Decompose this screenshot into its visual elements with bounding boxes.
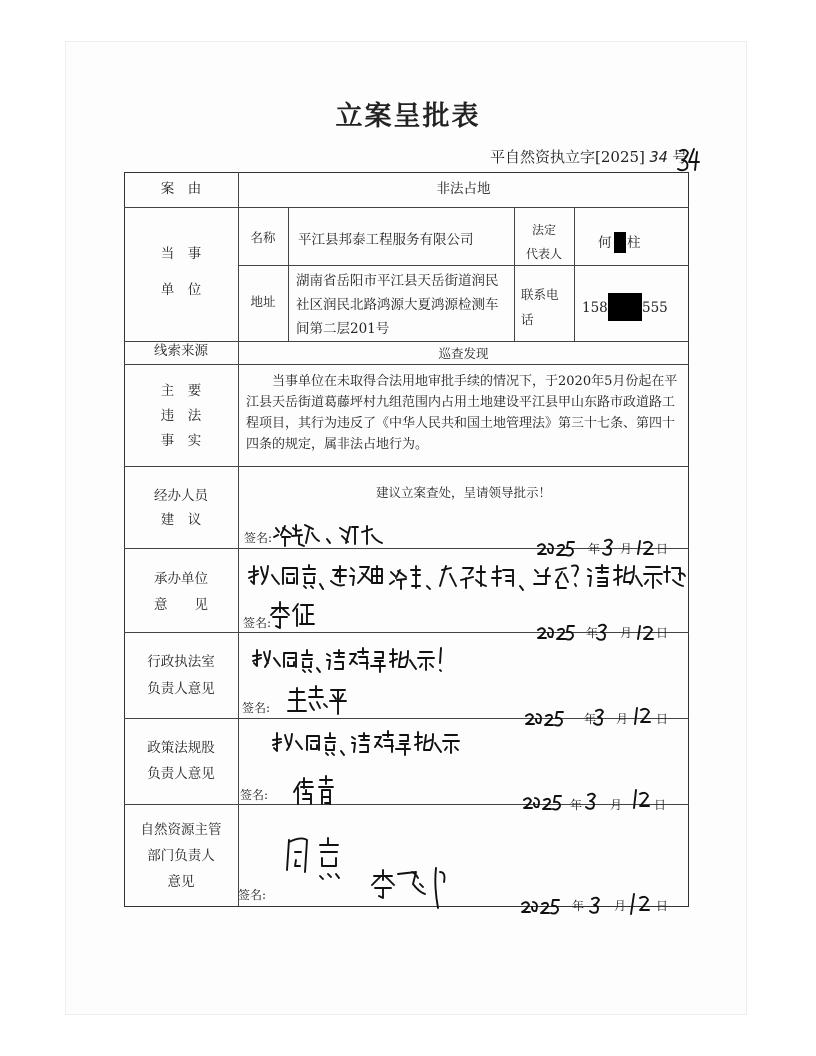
form-title: 立案呈批表 <box>335 101 481 132</box>
legal-rep-label-line1: 法定 <box>531 223 556 237</box>
date-unit-year: 年 <box>584 712 597 726</box>
date-unit-month: 月 <box>610 798 623 812</box>
address-line: 湖南省岳阳市平江县天岳街道润民 <box>296 273 499 289</box>
date-unit-day: 日 <box>654 798 667 812</box>
address-line: 社区润民北路鸿源大夏鸿源检测车 <box>296 297 499 313</box>
legal-rep-name-start: 何 <box>598 235 612 251</box>
handler-label-line2: 建 议 <box>160 512 202 528</box>
document-number-suffix: 号 <box>672 148 688 166</box>
signature-label: 签名: <box>243 616 272 630</box>
date-unit-month: 月 <box>614 899 627 913</box>
handler-date <box>538 540 653 556</box>
undertaking-signature <box>271 602 314 628</box>
date-unit-year: 年 <box>572 899 585 913</box>
undertaking-date <box>538 625 653 640</box>
facts-label-line2: 违 法 <box>160 408 202 424</box>
clue-source-label: 线索来源 <box>154 343 208 359</box>
document-number-prefix: 平自然资执立字[2025] <box>490 148 645 166</box>
document-number-handwritten: 34 <box>649 148 668 166</box>
handler-signature <box>274 525 382 546</box>
date-unit-day: 日 <box>656 899 669 913</box>
date-unit-year: 年 <box>588 542 601 556</box>
address-label: 地址 <box>250 294 276 309</box>
date-unit-month: 月 <box>616 712 629 726</box>
clue-source-value: 巡查发现 <box>438 346 489 361</box>
phone-label-line1: 联系电 <box>521 287 559 302</box>
date-unit-year: 年 <box>586 626 599 640</box>
legal-rep-label-line2: 代表人 <box>525 247 562 261</box>
undertaking-label-line2: 意 见 <box>154 597 208 613</box>
authority-date <box>522 894 649 914</box>
party-label-line2: 单 位 <box>160 282 202 298</box>
party-name: 平江县邦泰工程服务有限公司 <box>298 232 474 248</box>
undertaking-opinion <box>249 565 685 590</box>
name-label: 名称 <box>250 230 276 245</box>
handler-label-line1: 经办人员 <box>154 488 208 504</box>
signature-label: 签名: <box>244 531 273 545</box>
party-label-line1: 当 事 <box>160 246 202 262</box>
address-line: 间第二层201号 <box>296 321 390 337</box>
policy-label-line1: 政策法规股 <box>147 740 215 756</box>
enforcement-opinion <box>253 648 441 672</box>
enforcement-signature <box>288 686 346 714</box>
signature-label: 签名: <box>240 788 269 802</box>
authority-opinion <box>287 838 339 879</box>
enforcement-label-line2: 负责人意见 <box>147 681 215 697</box>
case-label: 案 由 <box>160 181 202 197</box>
date-unit-day: 日 <box>656 712 669 726</box>
enforcement-label-line1: 行政执法室 <box>147 654 215 670</box>
policy-opinion <box>273 731 459 755</box>
authority-signature <box>372 868 445 908</box>
undertaking-label-line1: 承办单位 <box>154 571 208 587</box>
handwritten-number <box>678 149 699 170</box>
facts-label-line3: 事 实 <box>160 433 202 449</box>
policy-signature <box>294 776 333 804</box>
case-value: 非法占地 <box>436 181 491 197</box>
date-unit-month: 月 <box>620 626 633 640</box>
authority-label-line1: 自然资源主管 <box>140 822 222 838</box>
signature-label: 签名: <box>238 888 267 902</box>
facts-text: 当事单位在未取得合法用地审批手续的情况下，于2020年5月份起在平江县天岳街道葛藤坪村九组范围内占用土地建设平江县甲山东路市政道路工程项目，其行为违反了《中华人民共和国土地管理法》第三十七条、第四十四条的规定，属非法占地行为。 <box>246 374 678 452</box>
policy-date <box>524 790 649 810</box>
phone-label-line2: 话 <box>521 312 534 327</box>
facts-label-line1: 主 要 <box>160 383 202 399</box>
legal-rep-name-end: 柱 <box>627 235 641 251</box>
authority-label-line3: 意见 <box>167 874 195 890</box>
signature-label: 签名: <box>242 701 271 715</box>
authority-label-line2: 部门负责人 <box>147 848 215 864</box>
phone-number-end: 555 <box>642 300 668 316</box>
policy-label-line2: 负责人意见 <box>147 766 215 782</box>
date-unit-year: 年 <box>570 798 583 812</box>
date-unit-day: 日 <box>656 542 669 556</box>
handler-suggestion: 建议立案查处，呈请领导批示！ <box>375 485 551 500</box>
date-unit-month: 月 <box>620 542 633 556</box>
phone-number-start: 158 <box>582 300 608 316</box>
date-unit-day: 日 <box>656 626 669 640</box>
enforcement-date <box>526 708 650 726</box>
